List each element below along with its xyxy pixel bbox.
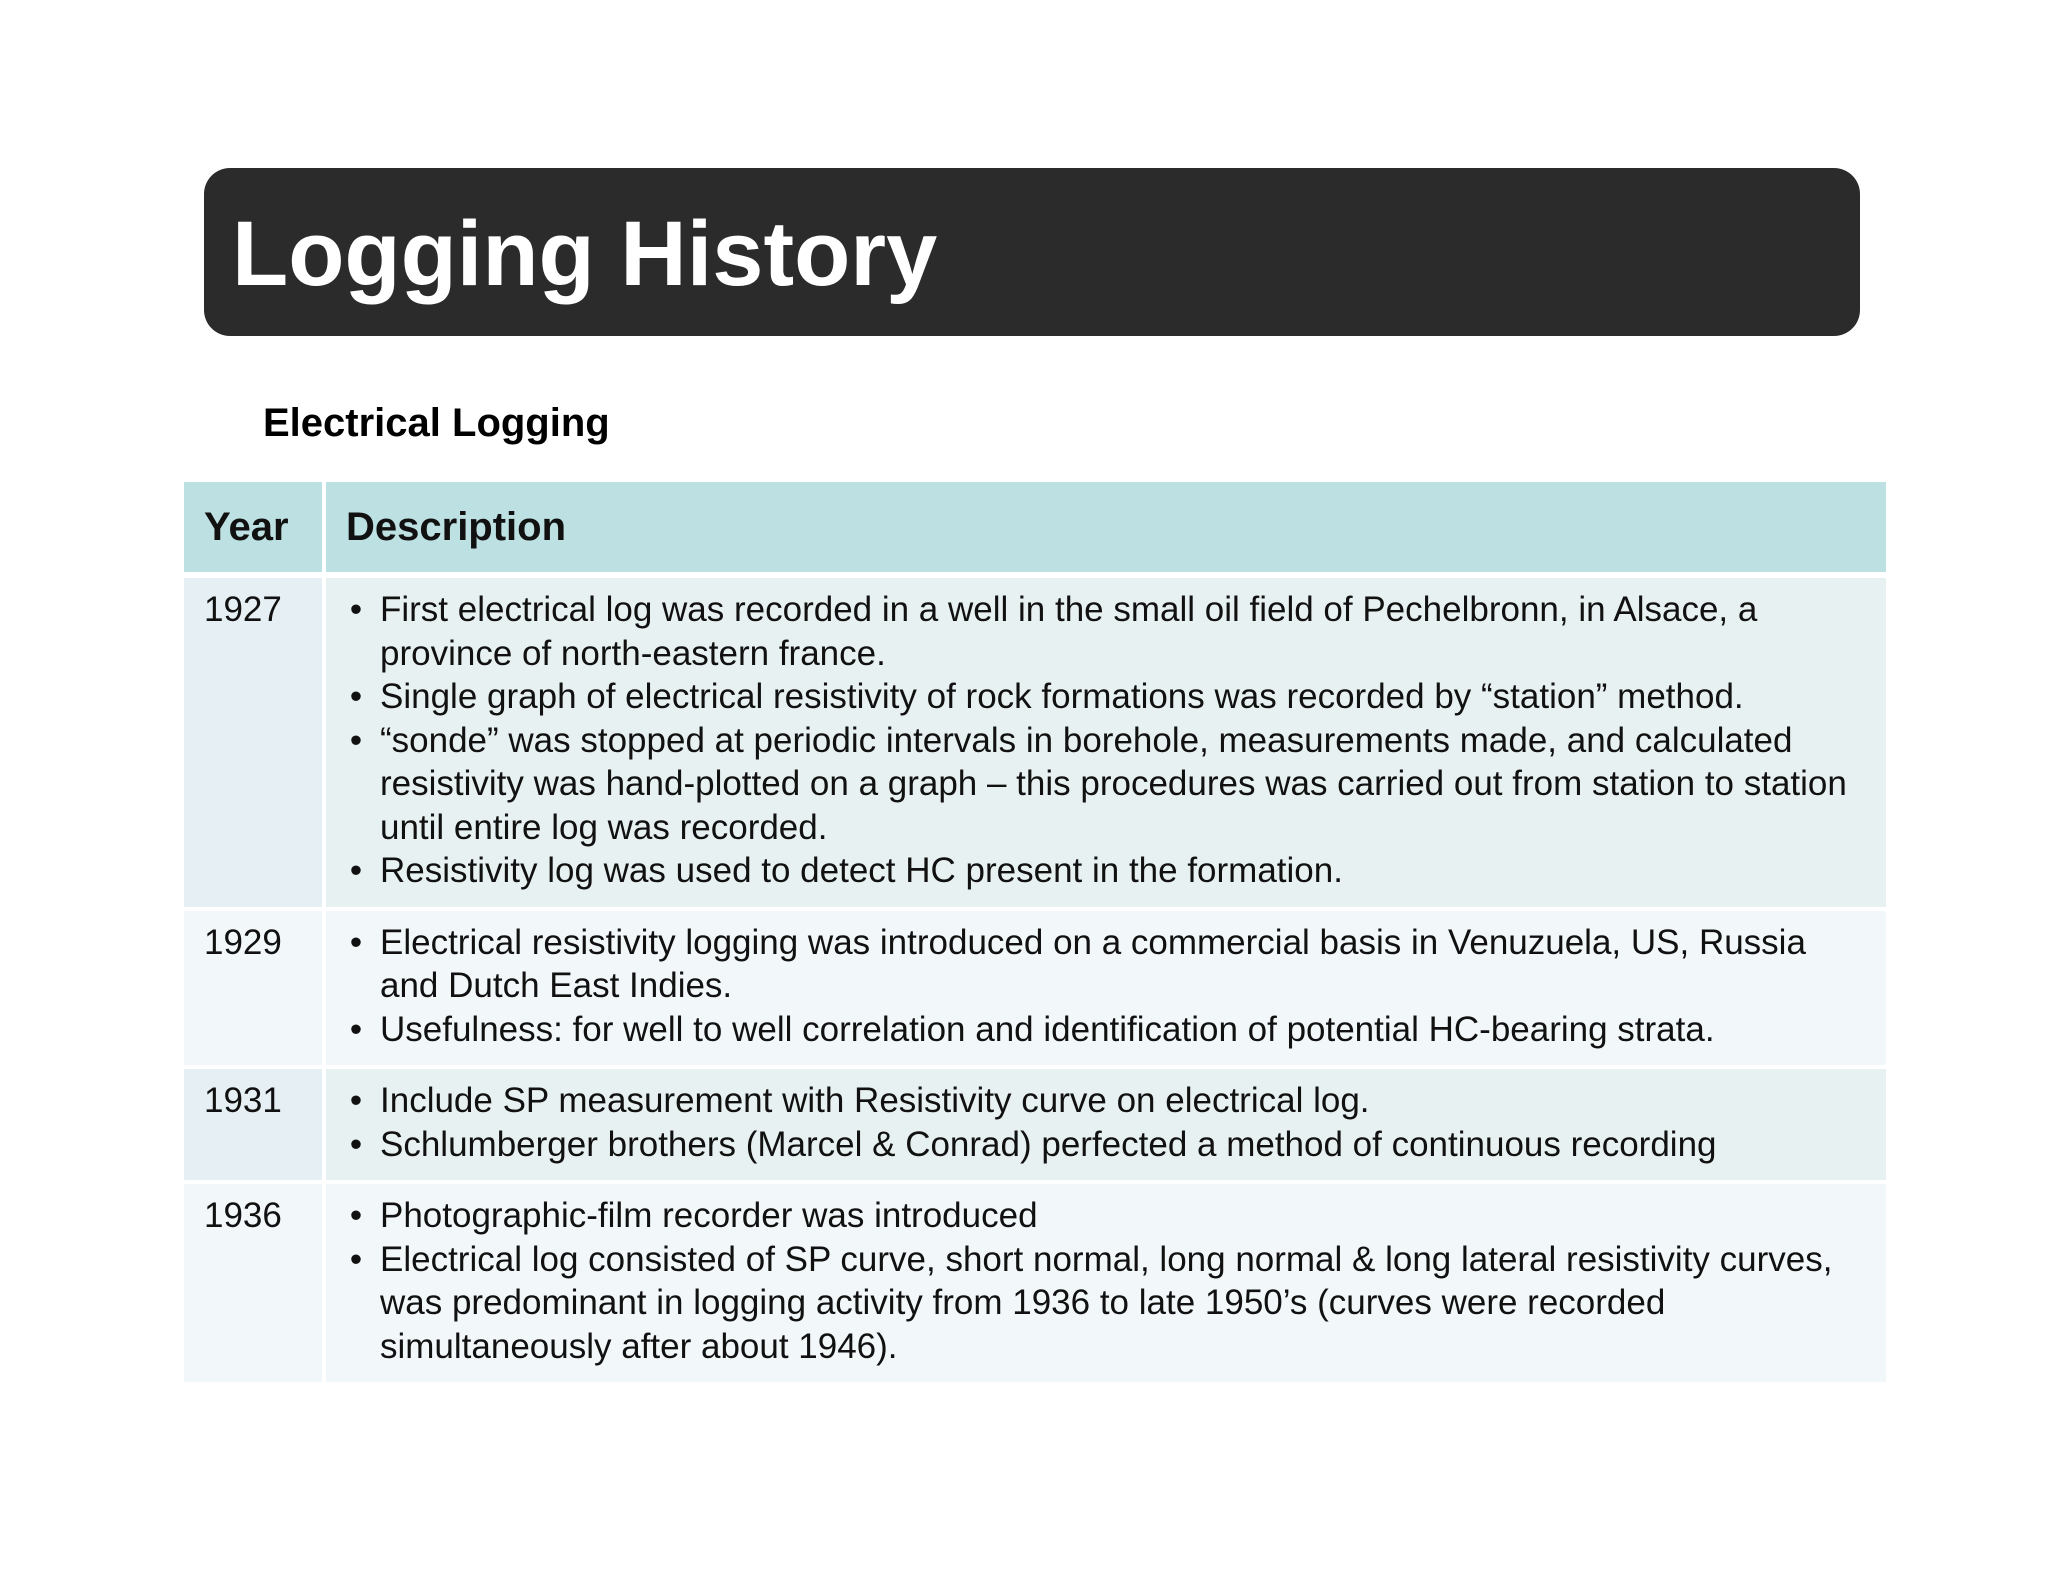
bullet-list	[344, 1194, 1866, 1368]
bullet-icon: •	[349, 1196, 363, 1235]
year-column-header: Year	[184, 482, 324, 575]
section-subtitle: Electrical Logging	[263, 401, 610, 445]
bullet-list	[344, 921, 1866, 1052]
table-row	[184, 909, 1886, 1068]
bullet-icon: •	[349, 1124, 363, 1164]
list-item	[344, 1238, 1866, 1369]
bullet-text: Schlumberger brothers (Marcel & Conrad) perfected a method of continuous recording	[380, 1124, 1717, 1164]
title-bar	[204, 168, 1860, 336]
bullet-text: Electrical resistivity logging was introduced on a commercial basis in Venuzuela, US, Russia and Dutch East Indies.	[380, 922, 1806, 1005]
bullet-list	[344, 588, 1866, 893]
list-item	[344, 588, 1866, 675]
list-item	[344, 1008, 1866, 1052]
bullet-text: Photographic-film recorder was introduced	[380, 1196, 1038, 1235]
bullet-icon: •	[349, 851, 363, 890]
bullet-icon: •	[349, 590, 363, 629]
year-cell: 1931	[184, 1067, 324, 1182]
year-cell: 1927	[184, 575, 324, 909]
table-row	[184, 1182, 1886, 1384]
bullet-text: First electrical log was recorded in a well in the small oil field of Pechelbronn, in Alsace, a province of north-eastern france.	[380, 590, 1758, 673]
list-item	[344, 675, 1866, 719]
bullet-icon: •	[349, 1239, 363, 1279]
bullet-text: Usefulness: for well to well correlation and identification of potential HC-bearing strata.	[380, 1009, 1715, 1049]
list-item	[344, 719, 1866, 850]
table-row	[184, 575, 1886, 909]
table-header-row	[184, 482, 1886, 575]
list-item	[344, 849, 1866, 893]
list-item	[344, 921, 1866, 1008]
description-cell	[324, 1067, 1886, 1182]
bullet-text: Resistivity log was used to detect HC present in the formation.	[380, 851, 1343, 890]
bullet-icon: •	[349, 677, 363, 716]
table-row	[184, 1067, 1886, 1182]
bullet-icon: •	[349, 1081, 363, 1120]
list-item	[344, 1079, 1866, 1123]
bullet-text: Single graph of electrical resistivity of rock formations was recorded by “station” method.	[380, 677, 1744, 716]
bullet-icon: •	[349, 1009, 363, 1049]
bullet-icon: •	[349, 720, 363, 760]
bullet-icon: •	[349, 922, 363, 962]
list-item	[344, 1123, 1866, 1167]
description-cell	[324, 1182, 1886, 1384]
bullet-text: “sonde” was stopped at periodic intervals in borehole, measurements made, and calculated resistivity was hand-plotted on a graph – this procedures was carried out from station to station until entire log was recorded.	[380, 720, 1847, 847]
year-cell: 1929	[184, 909, 324, 1068]
year-cell: 1936	[184, 1182, 324, 1384]
slide-title: Logging History	[232, 203, 938, 305]
description-column-header: Description	[324, 482, 1886, 575]
bullet-text: Include SP measurement with Resistivity curve on electrical log.	[380, 1081, 1370, 1120]
description-cell	[324, 909, 1886, 1068]
list-item	[344, 1194, 1866, 1238]
history-table	[184, 482, 1886, 1386]
bullet-text: Electrical log consisted of SP curve, short normal, long normal & long lateral resistivity curves, was predominant in logging activity from 1936 to late 1950’s (curves were recorded simultaneously after about 1946).	[380, 1239, 1833, 1366]
description-cell	[324, 575, 1886, 909]
bullet-list	[344, 1079, 1866, 1166]
